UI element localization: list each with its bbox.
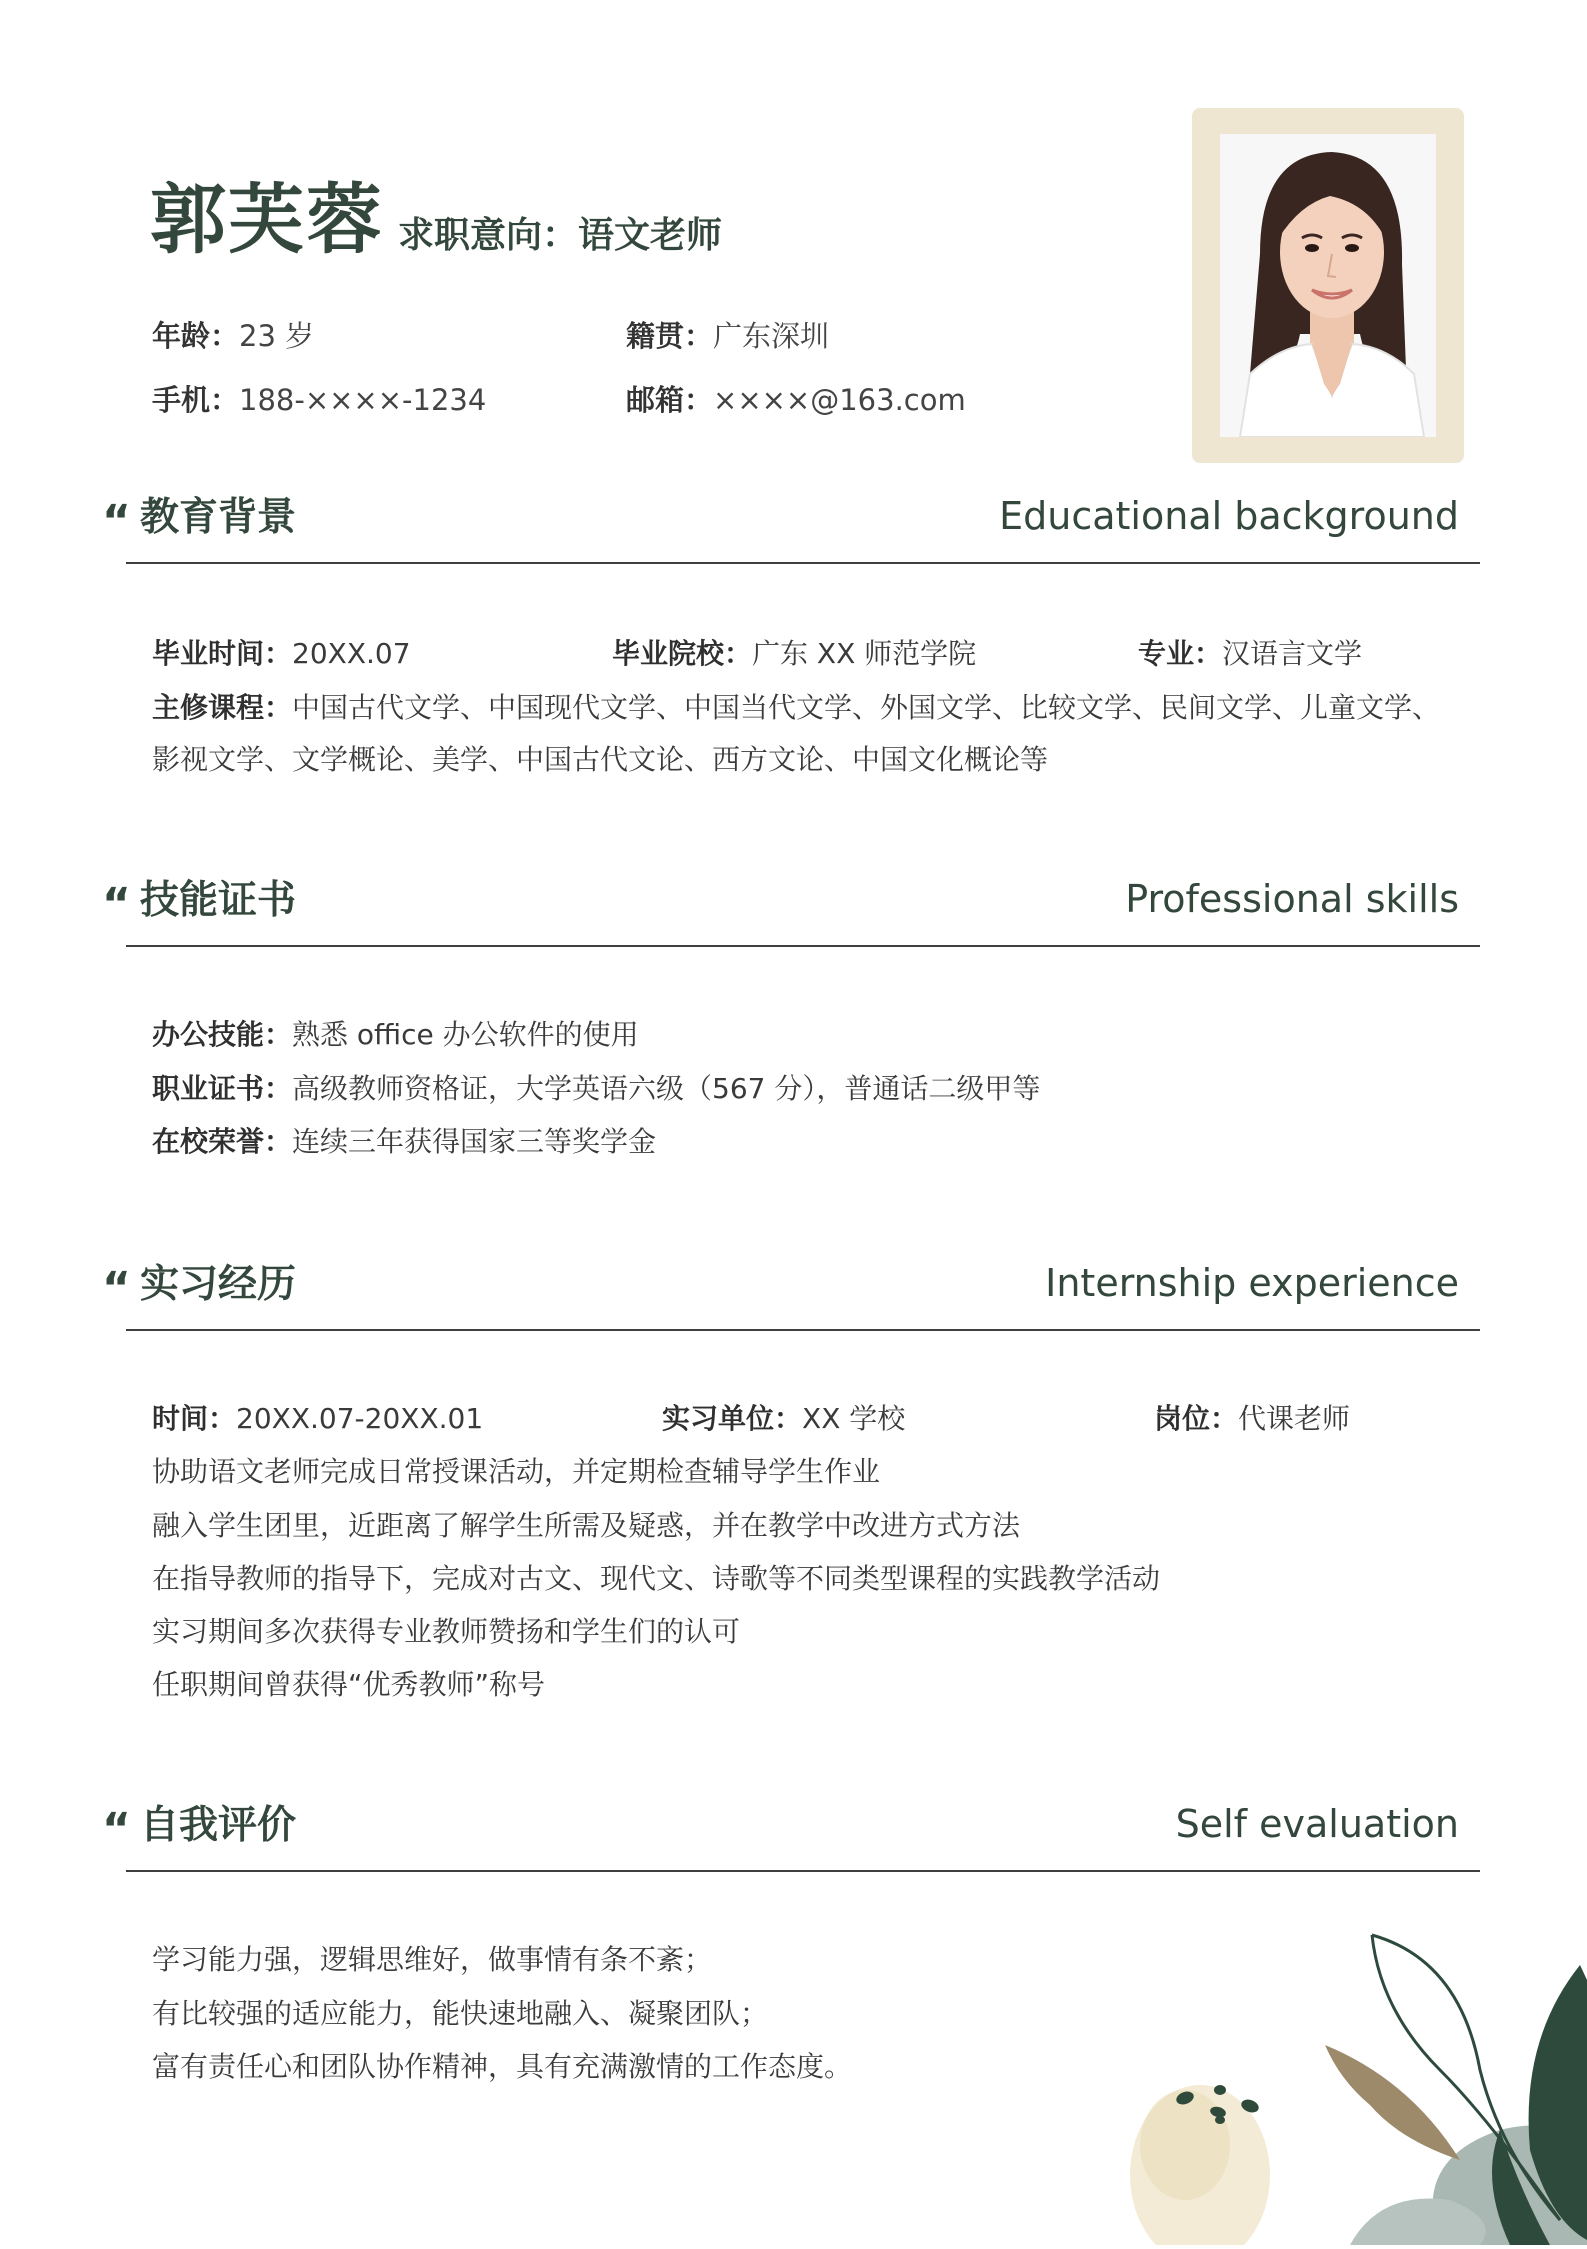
age-value: 23 岁 (239, 319, 315, 353)
origin-value: 广东深圳 (713, 319, 830, 353)
self-eval-title: 自我评价 (140, 1803, 297, 1848)
list-item: 协助语文老师完成日常授课活动，并定期检查辅导学生作业 (152, 1455, 881, 1488)
major (1138, 637, 1363, 670)
self-eval-title-en: Self evaluation (1175, 1802, 1459, 1846)
job-intent-value: 语文老师 (578, 215, 723, 256)
cert-value: 高级教师资格证，大学英语六级（567 分），普通话二级甲等 (292, 1072, 1041, 1105)
skills-title-en: Professional skills (1125, 877, 1459, 921)
phone-row (152, 383, 487, 417)
age-row (152, 319, 315, 353)
phone-value: 188-××××-1234 (239, 383, 487, 417)
education-divider (126, 562, 1480, 564)
skills-title: 技能证书 (140, 878, 297, 923)
photo-frame (1192, 108, 1464, 463)
courses-line-1 (152, 691, 1441, 724)
school-value: 广东 XX 师范学院 (752, 637, 977, 670)
intern-unit (662, 1402, 906, 1435)
honors (152, 1125, 657, 1158)
school-label: 毕业院校： (612, 637, 753, 670)
intern-post (1154, 1402, 1351, 1435)
email-value: ××××@163.com (713, 383, 966, 417)
list-item: 学习能力强，逻辑思维好，做事情有条不紊； (152, 1943, 713, 1976)
grad-time-label: 毕业时间： (152, 637, 293, 670)
self-eval-divider (126, 1870, 1480, 1872)
grad-time (152, 637, 411, 670)
section-quote-mark: “ (102, 1804, 131, 1855)
profile-photo (1220, 134, 1436, 437)
section-quote-mark: “ (102, 496, 131, 547)
section-quote-mark: “ (102, 1263, 131, 1314)
school (612, 637, 977, 670)
list-item: 有比较强的适应能力，能快速地融入、凝聚团队； (152, 1997, 769, 2030)
section-quote-mark: “ (102, 879, 131, 930)
list-item: 融入学生团里，近距离了解学生所需及疑惑，并在教学中改进方式方法 (152, 1509, 1021, 1542)
office-skill (152, 1018, 639, 1051)
internship-title: 实习经历 (140, 1262, 297, 1307)
job-intent-label: 求职意向： (398, 215, 579, 256)
intern-time (152, 1402, 484, 1435)
email-label: 邮箱： (626, 383, 714, 417)
intern-time-value: 20XX.07-20XX.01 (236, 1402, 484, 1435)
list-item: 实习期间多次获得专业教师赞扬和学生们的认可 (152, 1615, 741, 1648)
certificates (152, 1072, 1041, 1105)
office-value: 熟悉 office 办公软件的使用 (292, 1018, 639, 1051)
honor-label: 在校荣誉： (152, 1125, 293, 1158)
intern-unit-value: XX 学校 (802, 1402, 906, 1435)
cert-label: 职业证书： (152, 1072, 293, 1105)
intern-time-label: 时间： (152, 1402, 237, 1435)
education-title: 教育背景 (140, 495, 297, 540)
candidate-name: 郭芙蓉 (150, 175, 384, 264)
list-item: 任职期间曾获得“优秀教师”称号 (152, 1668, 546, 1701)
internship-divider (126, 1329, 1480, 1331)
courses-line-2: 影视文学、文学概论、美学、中国古代文论、西方文论、中国文化概论等 (152, 743, 1049, 776)
honor-value: 连续三年获得国家三等奖学金 (292, 1125, 657, 1158)
botanical-decoration (1080, 1920, 1587, 2245)
phone-label: 手机： (152, 383, 240, 417)
grad-time-value: 20XX.07 (292, 637, 411, 670)
intern-unit-label: 实习单位： (662, 1402, 803, 1435)
intern-post-value: 代课老师 (1238, 1402, 1351, 1435)
intern-post-label: 岗位： (1154, 1402, 1239, 1435)
list-item: 在指导教师的指导下，完成对古文、现代文、诗歌等不同类型课程的实践教学活动 (152, 1562, 1161, 1595)
office-label: 办公技能： (152, 1018, 293, 1051)
major-value: 汉语言文学 (1222, 637, 1363, 670)
email-row (626, 383, 966, 417)
courses-value-1: 中国古代文学、中国现代文学、中国当代文学、外国文学、比较文学、民间文学、儿童文学、 (292, 691, 1441, 724)
skills-divider (126, 945, 1480, 947)
internship-title-en: Internship experience (1045, 1261, 1459, 1305)
courses-label: 主修课程： (152, 691, 293, 724)
education-title-en: Educational background (999, 494, 1459, 538)
origin-row (626, 319, 830, 353)
origin-label: 籍贯： (626, 319, 714, 353)
job-intent (398, 215, 723, 256)
list-item: 富有责任心和团队协作精神，具有充满激情的工作态度。 (152, 2050, 853, 2083)
major-label: 专业： (1138, 637, 1223, 670)
age-label: 年龄： (152, 319, 240, 353)
